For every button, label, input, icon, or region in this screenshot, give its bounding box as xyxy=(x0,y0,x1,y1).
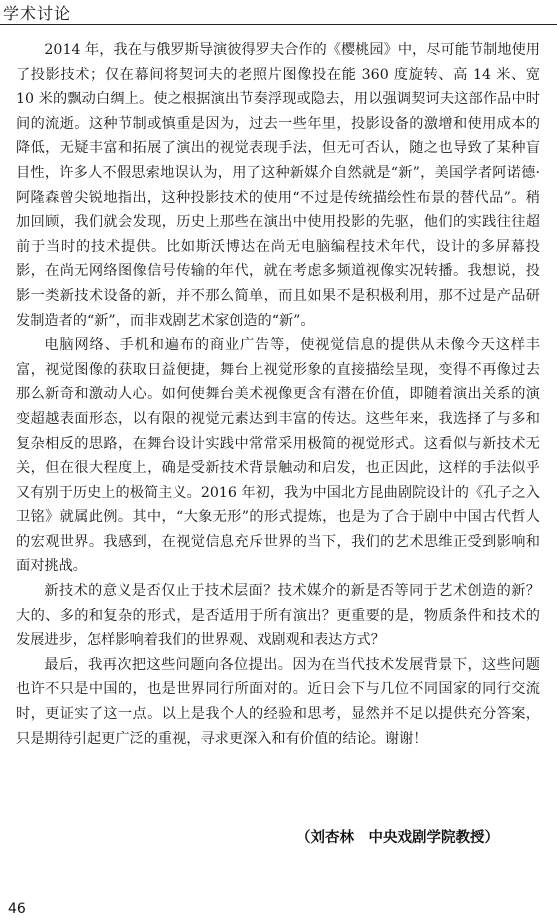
author-byline: （刘杏林 中央戏剧学院教授） xyxy=(296,829,499,846)
paragraph: 电脑网络、手机和遍布的商业广告等，使视觉信息的提供从未像今天这样丰富，视觉图像的获取日益便捷，舞台上视觉形象的直接描绘呈现，变得不再像过去那么新奇和激动人心。如何使舞台美术视像更含有潜在价值，即随着演出关系的演变超越表面形态，以有限的视觉元素达到丰富的传达。这些年来，我选择了与多和复杂相反的思路，在舞台设计实践中常常采用极简的视觉形式。这看似与新技术无关，但在很大程度上，确是受新技术背景触动和启发，也正因此，这样的手法似乎又有别于历史上的极简主义。2016 年初，我为中国北方昆曲剧院设计的《孔子之入卫铭》就属此例。其中，“大象无形”的形式提炼，也是为了合于剧中中国古代哲人的宏观世界。我感到，在视觉信息充斥世界的当下，我们的艺术思维正受到影响和面对挑战。 xyxy=(16,337,540,575)
paragraph: 最后，我再次把这些问题向各位提出。因为在当代技术发展背景下，这些问题也许不只是中国的，也是世界同行所面对的。近日会下与几位不同国家的同行交流时，更证实了这一点。以上是我个人的经验和思考，显然并不足以提供充分答案，只是期待引起更广泛的重视，寻求更深入和有价值的结论。谢谢！ xyxy=(16,656,540,747)
article-body xyxy=(16,38,540,751)
running-header xyxy=(0,0,557,30)
page-number: 46 xyxy=(8,901,26,917)
section-title: 学术讨论 xyxy=(3,4,72,23)
paragraph: 2014 年，我在与俄罗斯导演彼得罗夫合作的《樱桃园》中，尽可能节制地使用了投影技术；仅在幕间将契诃夫的老照片图像投在能 360 度旋转、高 14 米、宽 10 米的飘动白绸上。使之根据演出节奏浮现或隐去，用以强调契诃夫这部作品中时间的流逝。这种节制或慎重是因为，过去一些年里，投影设备的激增和使用成本的降低，无疑丰富和拓展了演出的视觉表现手法，但无可否认，随之也导致了某种盲目性，许多人不假思索地误认为，用了这种新媒介自然就是“新”，美国学者阿诺德·阿隆森曾尖锐地指出，这种投影技术的使用“不过是传统描绘性布景的替代品”。稍加回顾，我们就会发现，历史上那些在演出中使用投影的先驱，他们的实践往往超前于当时的技术提供。比如斯沃博达在尚无电脑编程技术年代，设计的多屏幕投影，在尚无网络图像信号传输的年代，就在考虑多频道视像实况转播。我想说，投影一类新技术设备的新，并不那么简单，而且如果不是积极利用，那不过是产品研发制造者的“新”，而非戏剧艺术家创造的“新”。 xyxy=(16,42,540,329)
header-rule xyxy=(0,24,557,25)
paragraph: 新技术的意义是否仅止于技术层面？技术媒介的新是否等同于艺术创造的新？大的、多的和复杂的形式，是否适用于所有演出？更重要的是，物质条件和技术的发展进步，怎样影响着我们的世界观、戏剧观和表达方式？ xyxy=(16,583,540,649)
